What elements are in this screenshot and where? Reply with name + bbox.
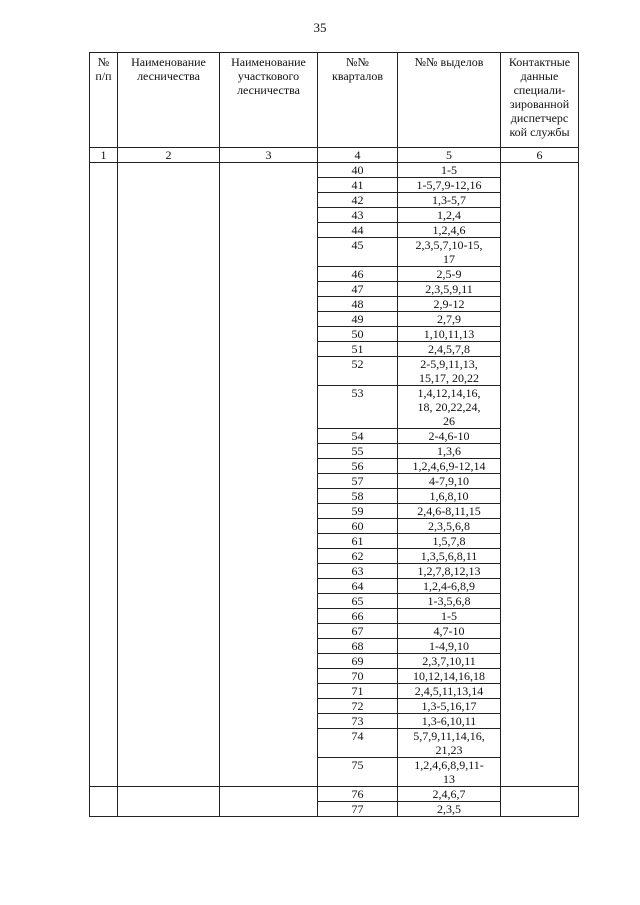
kvartal-cell: 55 — [318, 444, 398, 459]
empty-cell — [501, 327, 579, 342]
empty-cell — [90, 639, 118, 654]
table-row — [90, 163, 579, 178]
empty-cell — [90, 193, 118, 208]
empty-cell — [118, 444, 220, 459]
column-number-cell: 3 — [220, 148, 318, 163]
empty-cell — [220, 208, 318, 223]
empty-cell — [90, 444, 118, 459]
kvartal-cell: 73 — [318, 714, 398, 729]
kvartal-cell: 61 — [318, 534, 398, 549]
empty-cell — [220, 444, 318, 459]
empty-cell — [90, 549, 118, 564]
empty-cell — [118, 787, 220, 802]
empty-cell — [220, 267, 318, 282]
table-row — [90, 208, 579, 223]
table-row — [90, 639, 579, 654]
column-number-row — [90, 148, 579, 163]
vydely-cell: 2,4,5,11,13,14 — [398, 684, 501, 699]
vydely-cell: 2-5,9,11,13, 15,17, 20,22 — [398, 357, 501, 386]
empty-cell — [220, 238, 318, 267]
column-number-cell: 2 — [118, 148, 220, 163]
vydely-cell: 2,4,5,7,8 — [398, 342, 501, 357]
empty-cell — [220, 504, 318, 519]
kvartal-cell: 44 — [318, 223, 398, 238]
empty-cell — [220, 699, 318, 714]
empty-cell — [501, 238, 579, 267]
vydely-cell: 1-5,7,9-12,16 — [398, 178, 501, 193]
vydely-cell: 1,3-5,16,17 — [398, 699, 501, 714]
table-row — [90, 282, 579, 297]
table-row — [90, 297, 579, 312]
empty-cell — [90, 594, 118, 609]
empty-cell — [90, 534, 118, 549]
empty-cell — [118, 609, 220, 624]
empty-cell — [118, 267, 220, 282]
empty-cell — [118, 579, 220, 594]
empty-cell — [501, 267, 579, 282]
table-row — [90, 534, 579, 549]
empty-cell — [118, 534, 220, 549]
kvartal-cell: 41 — [318, 178, 398, 193]
empty-cell — [220, 519, 318, 534]
vydely-cell: 5,7,9,11,14,16, 21,23 — [398, 729, 501, 758]
empty-cell — [118, 163, 220, 178]
empty-cell — [501, 504, 579, 519]
empty-cell — [118, 684, 220, 699]
empty-cell — [220, 163, 318, 178]
table-row — [90, 474, 579, 489]
vydely-cell: 1,2,4,6,8,9,11- 13 — [398, 758, 501, 787]
vydely-cell: 2,7,9 — [398, 312, 501, 327]
empty-cell — [118, 429, 220, 444]
empty-cell — [501, 654, 579, 669]
empty-cell — [501, 564, 579, 579]
empty-cell — [501, 429, 579, 444]
empty-cell — [90, 459, 118, 474]
empty-cell — [501, 787, 579, 802]
empty-cell — [118, 459, 220, 474]
vydely-cell: 4,7-10 — [398, 624, 501, 639]
empty-cell — [90, 342, 118, 357]
empty-cell — [118, 312, 220, 327]
empty-cell — [90, 386, 118, 429]
vydely-cell: 1,3,5,6,8,11 — [398, 549, 501, 564]
empty-cell — [501, 444, 579, 459]
empty-cell — [118, 714, 220, 729]
empty-cell — [220, 639, 318, 654]
vydely-cell: 1,2,4 — [398, 208, 501, 223]
empty-cell — [90, 178, 118, 193]
empty-cell — [118, 208, 220, 223]
kvartal-cell: 46 — [318, 267, 398, 282]
kvartal-cell: 71 — [318, 684, 398, 699]
column-number-cell: 6 — [501, 148, 579, 163]
empty-cell — [90, 579, 118, 594]
kvartal-cell: 45 — [318, 238, 398, 267]
empty-cell — [220, 193, 318, 208]
empty-cell — [501, 282, 579, 297]
empty-cell — [501, 357, 579, 386]
kvartal-cell: 59 — [318, 504, 398, 519]
empty-cell — [118, 669, 220, 684]
kvartal-cell: 58 — [318, 489, 398, 504]
column-number-cell: 1 — [90, 148, 118, 163]
table-row — [90, 178, 579, 193]
empty-cell — [118, 549, 220, 564]
empty-cell — [90, 654, 118, 669]
header-cell: №№ кварталов — [318, 53, 398, 148]
empty-cell — [118, 594, 220, 609]
kvartal-cell: 66 — [318, 609, 398, 624]
kvartal-cell: 40 — [318, 163, 398, 178]
empty-cell — [220, 802, 318, 817]
vydely-cell: 10,12,14,16,18 — [398, 669, 501, 684]
table-row — [90, 429, 579, 444]
table-row — [90, 564, 579, 579]
empty-cell — [220, 282, 318, 297]
empty-cell — [220, 223, 318, 238]
kvartal-cell: 53 — [318, 386, 398, 429]
table-row — [90, 654, 579, 669]
header-cell: № п/п — [90, 53, 118, 148]
empty-cell — [501, 223, 579, 238]
empty-cell — [220, 312, 318, 327]
kvartal-cell: 54 — [318, 429, 398, 444]
empty-cell — [501, 163, 579, 178]
empty-cell — [90, 238, 118, 267]
kvartal-cell: 76 — [318, 787, 398, 802]
table-row — [90, 267, 579, 282]
kvartal-cell: 48 — [318, 297, 398, 312]
empty-cell — [220, 594, 318, 609]
table-row — [90, 758, 579, 787]
table-row — [90, 699, 579, 714]
table-row — [90, 193, 579, 208]
empty-cell — [220, 357, 318, 386]
empty-cell — [220, 579, 318, 594]
header-cell: Контактные данные специали- зированной диспетчерс кой службы — [501, 53, 579, 148]
empty-cell — [220, 178, 318, 193]
vydely-cell: 1-4,9,10 — [398, 639, 501, 654]
header-cell: №№ выделов — [398, 53, 501, 148]
empty-cell — [501, 684, 579, 699]
kvartal-cell: 56 — [318, 459, 398, 474]
empty-cell — [220, 669, 318, 684]
empty-cell — [501, 193, 579, 208]
empty-cell — [220, 534, 318, 549]
table-row — [90, 327, 579, 342]
vydely-cell: 1,3-5,7 — [398, 193, 501, 208]
empty-cell — [118, 504, 220, 519]
kvartal-cell: 64 — [318, 579, 398, 594]
empty-cell — [90, 504, 118, 519]
kvartal-cell: 75 — [318, 758, 398, 787]
vydely-cell: 1,4,12,14,16, 18, 20,22,24, 26 — [398, 386, 501, 429]
vydely-cell: 1,5,7,8 — [398, 534, 501, 549]
empty-cell — [220, 386, 318, 429]
vydely-cell: 1,2,4-6,8,9 — [398, 579, 501, 594]
empty-cell — [90, 429, 118, 444]
empty-cell — [118, 564, 220, 579]
empty-cell — [118, 654, 220, 669]
table-row — [90, 594, 579, 609]
kvartal-cell: 65 — [318, 594, 398, 609]
empty-cell — [501, 624, 579, 639]
vydely-cell: 1,2,4,6,9-12,14 — [398, 459, 501, 474]
kvartal-cell: 77 — [318, 802, 398, 817]
empty-cell — [90, 208, 118, 223]
empty-cell — [90, 474, 118, 489]
vydely-cell: 2,5-9 — [398, 267, 501, 282]
empty-cell — [220, 342, 318, 357]
empty-cell — [501, 802, 579, 817]
empty-cell — [90, 357, 118, 386]
empty-cell — [118, 729, 220, 758]
empty-cell — [118, 178, 220, 193]
empty-cell — [90, 802, 118, 817]
empty-cell — [220, 459, 318, 474]
vydely-cell: 1,6,8,10 — [398, 489, 501, 504]
table-row — [90, 579, 579, 594]
empty-cell — [118, 639, 220, 654]
empty-cell — [220, 714, 318, 729]
empty-cell — [501, 639, 579, 654]
empty-cell — [220, 564, 318, 579]
empty-cell — [90, 624, 118, 639]
empty-cell — [501, 342, 579, 357]
empty-cell — [90, 758, 118, 787]
empty-cell — [90, 519, 118, 534]
empty-cell — [220, 327, 318, 342]
table-row — [90, 342, 579, 357]
empty-cell — [90, 699, 118, 714]
empty-cell — [220, 489, 318, 504]
empty-cell — [501, 312, 579, 327]
empty-cell — [220, 787, 318, 802]
kvartal-cell: 72 — [318, 699, 398, 714]
kvartal-cell: 43 — [318, 208, 398, 223]
empty-cell — [90, 609, 118, 624]
empty-cell — [220, 624, 318, 639]
kvartal-cell: 74 — [318, 729, 398, 758]
vydely-cell: 1-5 — [398, 163, 501, 178]
empty-cell — [90, 327, 118, 342]
table-row — [90, 729, 579, 758]
vydely-cell: 2,3,5 — [398, 802, 501, 817]
empty-cell — [501, 714, 579, 729]
empty-cell — [90, 669, 118, 684]
empty-cell — [118, 342, 220, 357]
column-number-cell: 4 — [318, 148, 398, 163]
vydely-cell: 2,3,5,6,8 — [398, 519, 501, 534]
table-row — [90, 444, 579, 459]
table-row — [90, 549, 579, 564]
table-row — [90, 787, 579, 802]
kvartal-cell: 70 — [318, 669, 398, 684]
empty-cell — [220, 429, 318, 444]
vydely-cell: 2,3,7,10,11 — [398, 654, 501, 669]
kvartal-cell: 49 — [318, 312, 398, 327]
forestry-table — [89, 52, 579, 817]
empty-cell — [118, 699, 220, 714]
kvartal-cell: 51 — [318, 342, 398, 357]
vydely-cell: 4-7,9,10 — [398, 474, 501, 489]
vydely-cell: 1,2,7,8,12,13 — [398, 564, 501, 579]
empty-cell — [501, 459, 579, 474]
empty-cell — [220, 297, 318, 312]
vydely-cell: 1,2,4,6 — [398, 223, 501, 238]
kvartal-cell: 60 — [318, 519, 398, 534]
empty-cell — [90, 684, 118, 699]
empty-cell — [501, 489, 579, 504]
header-row — [90, 53, 579, 148]
vydely-cell: 2-4,6-10 — [398, 429, 501, 444]
empty-cell — [220, 549, 318, 564]
kvartal-cell: 67 — [318, 624, 398, 639]
page-number: 35 — [313, 20, 327, 35]
table-row — [90, 504, 579, 519]
header-cell: Наименование участкового лесничества — [220, 53, 318, 148]
kvartal-cell: 57 — [318, 474, 398, 489]
empty-cell — [90, 729, 118, 758]
empty-cell — [118, 474, 220, 489]
empty-cell — [118, 223, 220, 238]
empty-cell — [220, 609, 318, 624]
table-row — [90, 802, 579, 817]
kvartal-cell: 52 — [318, 357, 398, 386]
empty-cell — [501, 178, 579, 193]
empty-cell — [501, 699, 579, 714]
empty-cell — [220, 729, 318, 758]
kvartal-cell: 68 — [318, 639, 398, 654]
empty-cell — [90, 787, 118, 802]
empty-cell — [118, 489, 220, 504]
table-row — [90, 459, 579, 474]
empty-cell — [90, 714, 118, 729]
empty-cell — [501, 609, 579, 624]
empty-cell — [90, 267, 118, 282]
empty-cell — [90, 223, 118, 238]
empty-cell — [90, 489, 118, 504]
empty-cell — [220, 654, 318, 669]
table-row — [90, 357, 579, 386]
vydely-cell: 1,10,11,13 — [398, 327, 501, 342]
table-row — [90, 624, 579, 639]
empty-cell — [90, 163, 118, 178]
empty-cell — [501, 579, 579, 594]
empty-cell — [118, 519, 220, 534]
empty-cell — [220, 684, 318, 699]
empty-cell — [118, 758, 220, 787]
table-row — [90, 669, 579, 684]
vydely-cell: 1,3,6 — [398, 444, 501, 459]
kvartal-cell: 69 — [318, 654, 398, 669]
empty-cell — [220, 474, 318, 489]
vydely-cell: 1-5 — [398, 609, 501, 624]
empty-cell — [118, 297, 220, 312]
empty-cell — [118, 624, 220, 639]
vydely-cell: 2,4,6,7 — [398, 787, 501, 802]
empty-cell — [501, 534, 579, 549]
table-body — [90, 163, 579, 817]
empty-cell — [118, 802, 220, 817]
kvartal-cell: 62 — [318, 549, 398, 564]
empty-cell — [118, 327, 220, 342]
vydely-cell: 1,3-6,10,11 — [398, 714, 501, 729]
empty-cell — [501, 669, 579, 684]
empty-cell — [501, 519, 579, 534]
empty-cell — [501, 549, 579, 564]
header-cell: Наименование лесничества — [118, 53, 220, 148]
kvartal-cell: 47 — [318, 282, 398, 297]
table-row — [90, 519, 579, 534]
empty-cell — [90, 282, 118, 297]
vydely-cell: 1-3,5,6,8 — [398, 594, 501, 609]
empty-cell — [501, 386, 579, 429]
empty-cell — [90, 297, 118, 312]
empty-cell — [118, 238, 220, 267]
vydely-cell: 2,9-12 — [398, 297, 501, 312]
table-row — [90, 684, 579, 699]
empty-cell — [118, 282, 220, 297]
empty-cell — [118, 357, 220, 386]
empty-cell — [501, 594, 579, 609]
table-row — [90, 238, 579, 267]
empty-cell — [118, 193, 220, 208]
empty-cell — [501, 474, 579, 489]
empty-cell — [118, 386, 220, 429]
vydely-cell: 2,3,5,9,11 — [398, 282, 501, 297]
table-row — [90, 386, 579, 429]
empty-cell — [501, 758, 579, 787]
table-row — [90, 609, 579, 624]
empty-cell — [501, 297, 579, 312]
empty-cell — [90, 564, 118, 579]
table-row — [90, 312, 579, 327]
column-number-cell: 5 — [398, 148, 501, 163]
table-row — [90, 714, 579, 729]
kvartal-cell: 50 — [318, 327, 398, 342]
empty-cell — [90, 312, 118, 327]
vydely-cell: 2,3,5,7,10-15, 17 — [398, 238, 501, 267]
empty-cell — [220, 758, 318, 787]
table-row — [90, 223, 579, 238]
vydely-cell: 2,4,6-8,11,15 — [398, 504, 501, 519]
kvartal-cell: 63 — [318, 564, 398, 579]
empty-cell — [501, 208, 579, 223]
kvartal-cell: 42 — [318, 193, 398, 208]
table-row — [90, 489, 579, 504]
empty-cell — [501, 729, 579, 758]
